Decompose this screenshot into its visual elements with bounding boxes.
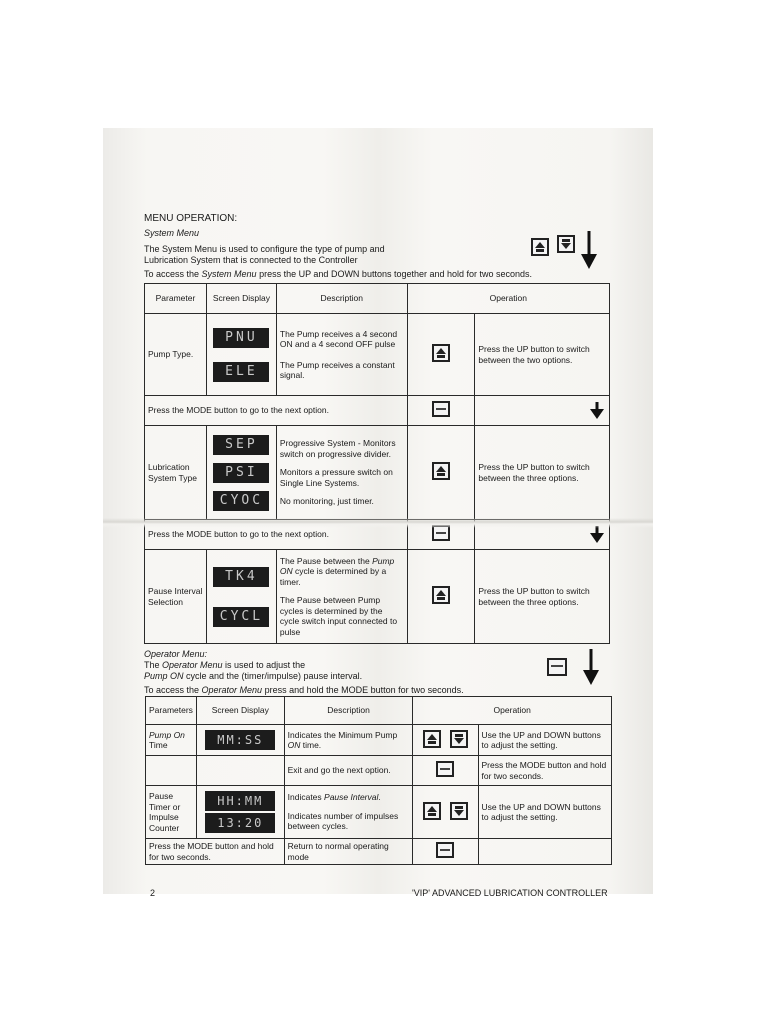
mode-instruction: Press the MODE button to go to the next option. (145, 520, 408, 550)
mode-button-icon (432, 401, 450, 417)
description-cell: Progressive System - Monitors switch on progressive divider. Monitors a pressure switch on Single Line Systems. No monitoring, just timer. (276, 426, 407, 520)
system-menu-title: System Menu (144, 228, 200, 238)
operation-text: Press the MODE button and hold for two seconds. (478, 756, 611, 786)
screen-cell (206, 314, 276, 396)
header-parameter: Parameter (145, 284, 207, 314)
operation-text: Use the UP and DOWN buttons to adjust the setting. (478, 725, 611, 756)
lcd-display: CYCL (213, 607, 269, 627)
screen-cell (196, 725, 284, 756)
empty-cell (146, 756, 197, 786)
operation-text: Use the UP and DOWN buttons to adjust the setting. (478, 786, 611, 839)
arrow-cell (475, 396, 610, 426)
lcd-display: SEP (213, 435, 269, 455)
operator-menu-title: Operator Menu: (144, 649, 208, 659)
system-access-text: To access the System Menu press the UP and DOWN buttons together and hold for two seconds. (144, 269, 533, 279)
table-row (146, 839, 612, 865)
paper-fold (103, 518, 653, 528)
description-cell: Indicates Pause Interval. Indicates number of impulses between cycles. (284, 786, 413, 839)
operation-icon-cell (413, 786, 478, 839)
table-row (146, 786, 612, 839)
down-arrow-icon (581, 648, 601, 686)
description-cell: The Pause between the Pump ON cycle is determined by a timer. The Pause between Pump cycles is determined by the cycle switch input connected to pulse (276, 550, 407, 644)
header-screen-display: Screen Display (196, 697, 284, 725)
screen-cell (206, 550, 276, 644)
header-description: Description (276, 284, 407, 314)
up-button-icon (432, 344, 450, 362)
operation-text: Press the UP button to switch between the two options. (475, 314, 610, 396)
up-button-icon (432, 586, 450, 604)
operation-icon-cell (407, 426, 475, 520)
description-cell: Exit and go the next option. (284, 756, 413, 786)
description-cell: Return to normal operating mode (284, 839, 413, 865)
param-lubrication: Lubrication System Type (145, 426, 207, 520)
header-description: Description (284, 697, 413, 725)
page-number: 2 (150, 888, 156, 898)
down-button-icon (450, 730, 468, 748)
param-pump-on: Pump On Time (146, 725, 197, 756)
description-cell: The Pump receives a 4 second ON and a 4 second OFF pulse The Pump receives a constant signal. (276, 314, 407, 396)
screen-cell (196, 786, 284, 839)
lcd-display: HH:MM (205, 791, 275, 811)
operation-icon-cell (407, 314, 475, 396)
mode-button-icon (436, 761, 454, 777)
mode-button-icon (547, 658, 567, 676)
down-arrow-icon (589, 526, 605, 544)
mode-button-icon (436, 842, 454, 858)
down-arrow-icon (579, 230, 599, 270)
up-button-icon (423, 802, 441, 820)
operation-icon-cell (413, 839, 478, 865)
header-operation: Operation (413, 697, 612, 725)
lcd-display: ELE (213, 362, 269, 382)
menu-operation-heading: MENU OPERATION: (144, 213, 238, 224)
table-row (145, 550, 610, 644)
down-arrow-icon (589, 402, 605, 420)
header-parameters: Parameters (146, 697, 197, 725)
table-row (145, 426, 610, 520)
table-row (145, 314, 610, 396)
operation-icon-cell (413, 756, 478, 786)
up-button-icon (432, 462, 450, 480)
lcd-display: TK4 (213, 567, 269, 587)
footer-title: 'VIP' ADVANCED LUBRICATION CONTROLLER (412, 888, 608, 898)
lcd-display: PNU (213, 328, 269, 348)
up-button-icon (423, 730, 441, 748)
param-pause-timer: Pause Timer or Impulse Counter (146, 786, 197, 839)
mode-instruction: Press the MODE button to go to the next option. (145, 396, 408, 426)
operation-icon-cell (413, 725, 478, 756)
last-row-left: Press the MODE button and hold for two seconds. (146, 839, 285, 865)
header-operation: Operation (407, 284, 609, 314)
description-cell: Indicates the Minimum Pump ON time. (284, 725, 413, 756)
operation-icon-cell (407, 396, 475, 426)
down-button-icon (450, 802, 468, 820)
empty-cell (478, 839, 611, 865)
operation-icon-cell (407, 550, 475, 644)
operator-intro-line2: Pump ON cycle and the (timer/impulse) pause interval. (144, 671, 363, 681)
param-pause-interval: Pause Interval Selection (145, 550, 207, 644)
table-row (146, 725, 612, 756)
table-row (146, 756, 612, 786)
operation-text: Press the UP button to switch between the three options. (475, 426, 610, 520)
lcd-display: CYOC (213, 491, 269, 511)
lcd-display: PSI (213, 463, 269, 483)
operator-menu-table (145, 696, 612, 865)
operation-text: Press the UP button to switch between the three options. (475, 550, 610, 644)
system-intro-line1: The System Menu is used to configure the type of pump and (144, 244, 385, 254)
down-button-icon (557, 235, 575, 253)
system-menu-table (144, 283, 610, 644)
empty-cell (196, 756, 284, 786)
param-pump-type: Pump Type. (145, 314, 207, 396)
table-row (145, 396, 610, 426)
header-screen-display: Screen Display (206, 284, 276, 314)
lcd-display: MM:SS (205, 730, 275, 750)
operator-intro-line1: The Operator Menu is used to adjust the (144, 660, 306, 670)
lcd-display: 13:20 (205, 813, 275, 833)
up-button-icon (531, 238, 549, 256)
screen-cell (206, 426, 276, 520)
operator-access-text: To access the Operator Menu press and hold the MODE button for two seconds. (144, 685, 464, 695)
system-intro-line2: Lubrication System that is connected to the Controller (144, 255, 358, 265)
